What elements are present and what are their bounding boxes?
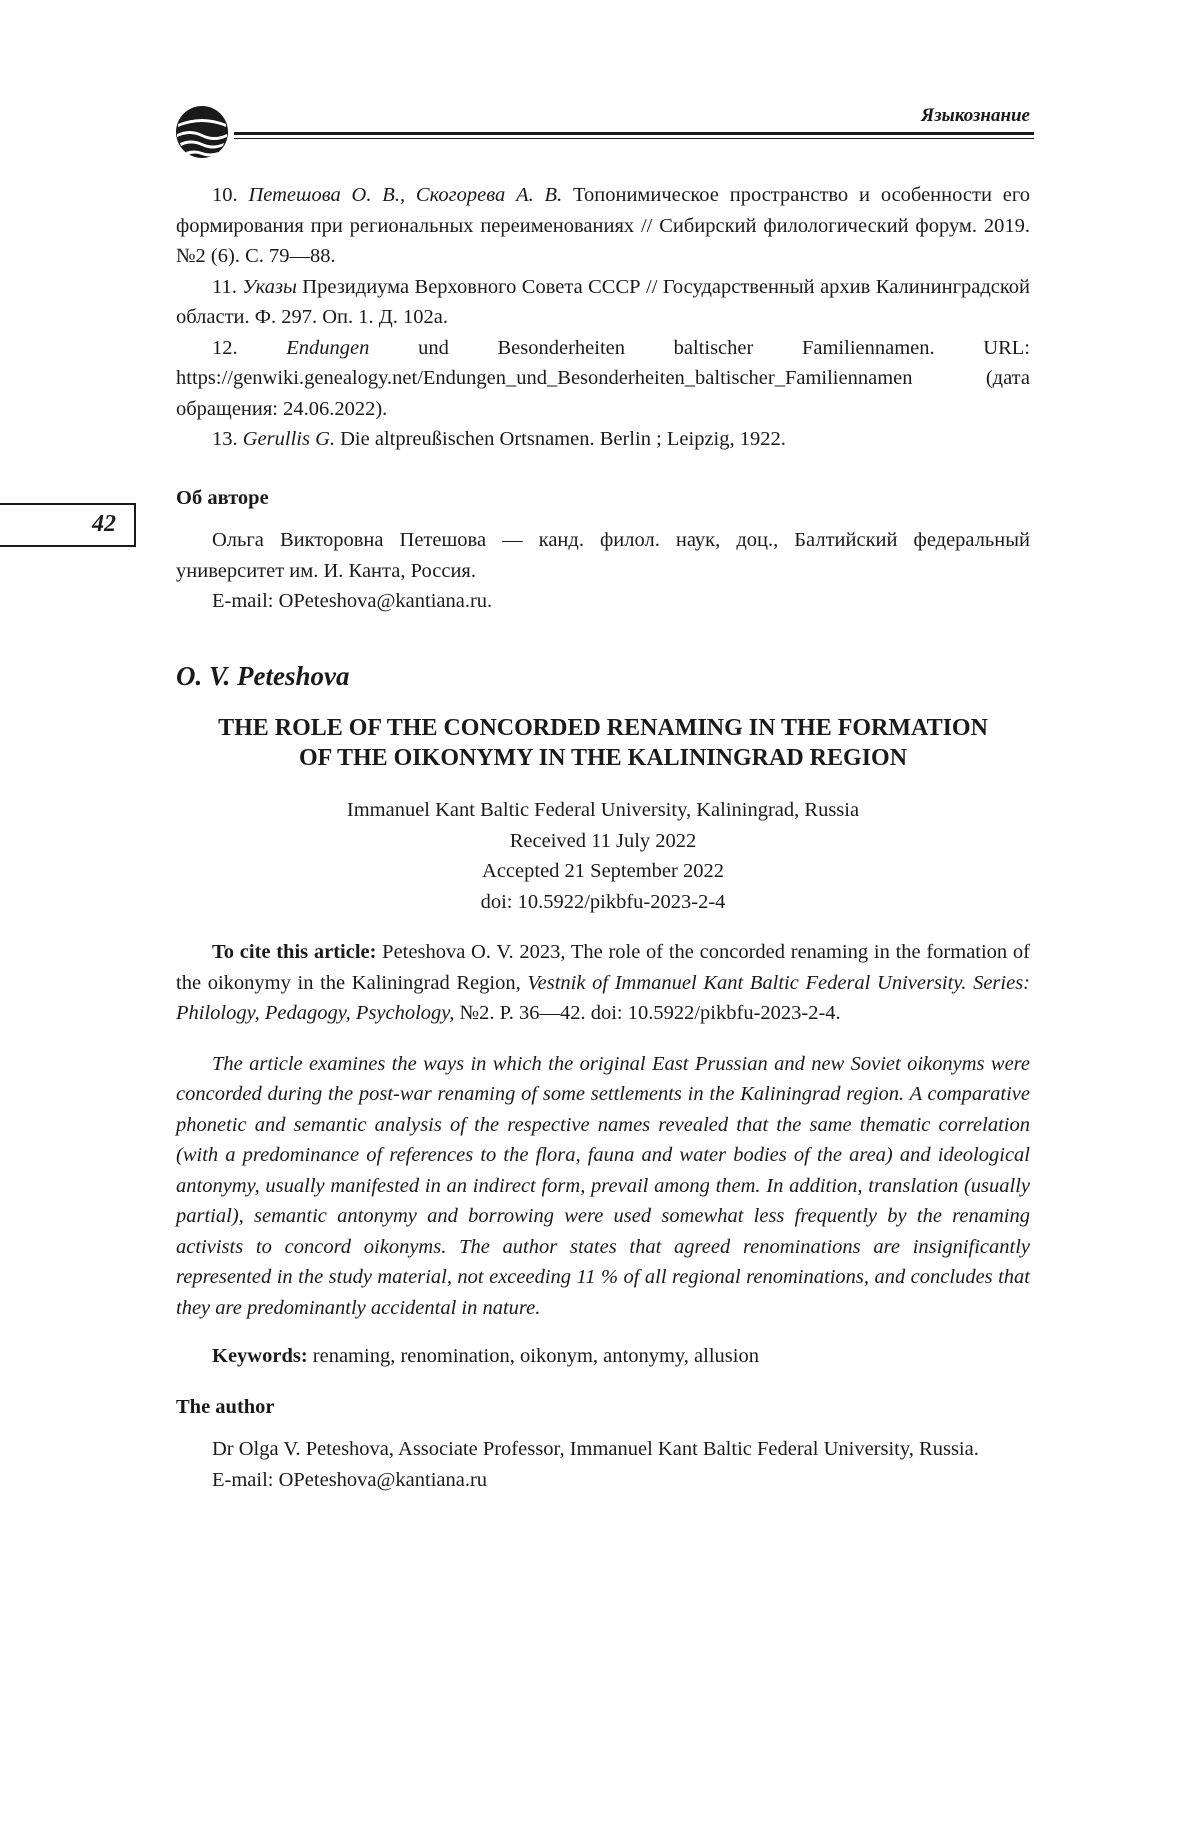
article-title: THE ROLE OF THE CONCORDED RENAMING IN THE FORMATION OF THE OIKONYMY IN THE KALININGRAD REGION <box>218 715 988 771</box>
journal-logo-icon <box>172 102 232 162</box>
article-author: O. V. Peteshova <box>176 660 350 691</box>
reference-list <box>176 180 1030 455</box>
article-meta <box>176 795 1030 917</box>
section-title: Языкознание <box>921 105 1030 126</box>
article-doi: doi: 10.5922/pikbfu-2023-2-4 <box>480 890 726 913</box>
citation: To cite this article: Peteshova O. V. 2023, The role of the concorded renaming in the formation of the oikonymy in the Kaliningrad Region, Vestnik of Immanuel Kant Baltic Federal University. Series: Philology, Pedagogy, Psychology, №2. P. 36—42. doi: 10.5922/pikbfu-2023-2-4. <box>176 941 1030 1024</box>
author-email-en: E-mail: OPeteshova@kantiana.ru <box>212 1468 488 1491</box>
about-author-heading-ru: Об авторе <box>176 486 269 509</box>
author-bio-ru: Ольга Викторовна Петешова — канд. филол. наук, доц., Балтийский федеральный университет им. И. Канта, Россия. <box>176 529 1030 582</box>
affiliation: Immanuel Kant Baltic Federal University, Kaliningrad, Russia <box>346 799 860 821</box>
page-number: 42 <box>92 511 116 537</box>
received-date: Received 11 July 2022 <box>509 829 697 852</box>
page-number-box <box>0 503 136 547</box>
reference-item: 12. Endungen und Besonderheiten baltischer Familiennamen. URL: https://genwiki.genealogy.net/Endungen_und_Besonderheiten_baltischer_Familiennamen (дата обращения: 24.06.2022). <box>176 336 1030 420</box>
accepted-date: Accepted 21 September 2022 <box>482 860 724 882</box>
abstract: The article examines the ways in which the original East Prussian and new Soviet oikonyms were concorded during the post-war renaming of some settlements in the Kaliningrad region. A comparative phonetic and semantic analysis of the respective names revealed that the same thematic correlation (with a predominance of references to the flora, fauna and water bodies of the area) and ideological antonymy, usually manifested in an indirect form, prevail among them. In addition, translation (usually partial), semantic antonymy and borrowing were used somewhat less frequently by the renaming activists to concord oikonyms. The author states that agreed renominations are insignificantly represented in the study material, not exceeding 11 % of all regional renominations, and concludes that they are predominantly accidental in nature. <box>176 1052 1030 1319</box>
about-author-heading-en: The author <box>176 1395 275 1418</box>
header-rule-thin <box>234 138 1034 139</box>
page-content <box>176 180 1030 1495</box>
reference-item: 10. Петешова О. В., Скогорева А. В. Топонимическое пространство и особенности его формирования при региональных переименованиях // Сибирский филологический форум. 2019. №2 (6). С. 79—88. <box>176 184 1030 267</box>
author-bio-en: Dr Olga V. Peteshova, Associate Professor, Immanuel Kant Baltic Federal University, Russia. <box>212 1438 979 1460</box>
header-rule-thick <box>234 132 1034 135</box>
reference-item: 13. Gerullis G. Die altpreußischen Ortsnamen. Berlin ; Leipzig, 1922. <box>212 428 786 450</box>
author-email-ru: E-mail: OPeteshova@kantiana.ru. <box>212 590 493 612</box>
keywords: Keywords: renaming, renomination, oikonym, antonymy, allusion <box>212 1345 759 1367</box>
running-header <box>172 100 1034 160</box>
reference-item: 11. Указы Президиума Верховного Совета СССР // Государственный архив Калининградской области. Ф. 297. Оп. 1. Д. 102а. <box>176 275 1031 328</box>
